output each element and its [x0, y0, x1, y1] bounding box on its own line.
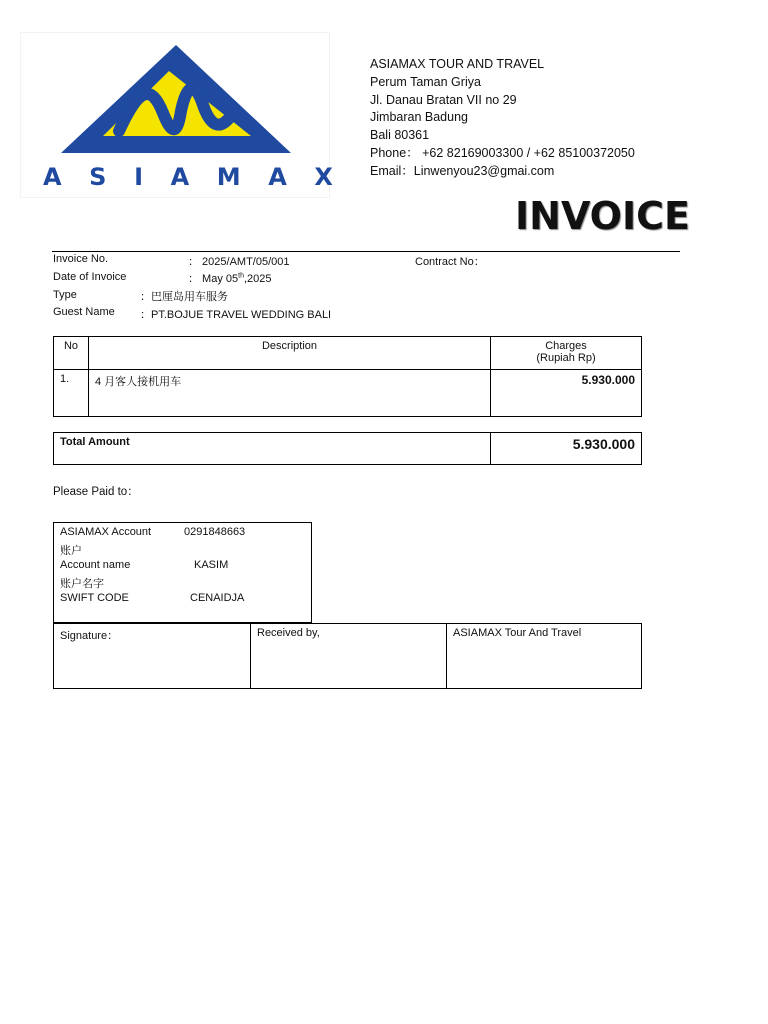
logo-letter: A: [268, 163, 287, 191]
company-name: ASIAMAX TOUR AND TRAVEL: [370, 57, 545, 71]
logo-letter: I: [134, 163, 143, 191]
items-table: [53, 336, 642, 417]
account-name-label-cn: 账户名字: [60, 578, 104, 590]
guest-label: Guest Name: [53, 306, 115, 318]
header-charges-line2: (Rupiah Rp): [536, 352, 596, 364]
total-table: [53, 432, 642, 465]
invoice-no-label: Invoice No.: [53, 253, 109, 265]
date-label: Date of Invoice: [53, 271, 127, 283]
account-name-label: Account name: [60, 559, 131, 571]
row-charges: 5.930.000: [491, 370, 642, 417]
address-line: Jimbaran Badung: [370, 110, 468, 125]
contract-no-label: Contract No：: [415, 256, 485, 268]
guest-value: ：PT.BOJUE TRAVEL WEDDING BALI: [140, 309, 332, 321]
signature-cell: Signature：: [54, 624, 251, 689]
logo-letter: A: [170, 163, 190, 191]
header-charges: [491, 337, 642, 370]
company-phone: Phone： +62 82169003300 / +62 85100372050: [370, 145, 635, 160]
header-description: Description: [89, 337, 491, 370]
address-line: Perum Taman Griya: [370, 74, 481, 89]
logo-letter: M: [216, 163, 241, 191]
company-address: [370, 56, 635, 181]
date-value: [188, 270, 272, 286]
logo-wordmark: [43, 163, 333, 191]
row-no: 1.: [54, 370, 89, 417]
date-suffix-sup: th: [238, 272, 244, 280]
company-email: Email：Linwenyou23@gmai.com: [370, 163, 555, 178]
invoice-title: INVOICE: [515, 194, 690, 238]
total-value: 5.930.000: [491, 433, 642, 465]
account-label-cn: 账户: [60, 545, 82, 557]
address-line: Bali 80361: [370, 128, 430, 143]
account-label: ASIAMAX Account: [60, 526, 152, 538]
logo-letter: X: [314, 163, 333, 191]
account-value: 0291848663: [184, 526, 246, 538]
address-line: Jl. Danau Bratan VII no 29: [370, 92, 517, 107]
date-prefix: ： May 05: [188, 273, 239, 285]
signature-row: [54, 624, 642, 689]
logo-letter: S: [89, 163, 107, 191]
logo-letter: A: [43, 163, 62, 191]
header-charges-line1: Charges: [545, 340, 587, 352]
company-sign-cell: ASIAMAX Tour And Travel: [447, 624, 642, 689]
row-description: 4 月客人接机用车: [89, 370, 491, 417]
header-divider: [52, 251, 680, 252]
type-label: Type: [53, 289, 77, 301]
date-year: ,2025: [243, 273, 272, 285]
payment-intro: Please Paid to：: [53, 486, 139, 498]
table-row: [54, 370, 642, 417]
signature-table: [53, 623, 642, 689]
bank-details: [53, 522, 312, 623]
items-header-row: [54, 337, 642, 370]
company-logo: [20, 32, 333, 198]
total-row: [54, 433, 642, 465]
received-by-cell: Received by,: [251, 624, 447, 689]
swift-label: SWIFT CODE: [60, 592, 129, 604]
header-no: No: [54, 337, 89, 370]
total-label: Total Amount: [54, 433, 491, 465]
account-name-value: KASIM: [194, 559, 229, 571]
invoice-no-value: ： 2025/AMT/05/001: [188, 256, 290, 268]
type-value: ：巴厘岛用车服务: [140, 291, 228, 303]
swift-value: CENAIDJA: [190, 592, 245, 604]
